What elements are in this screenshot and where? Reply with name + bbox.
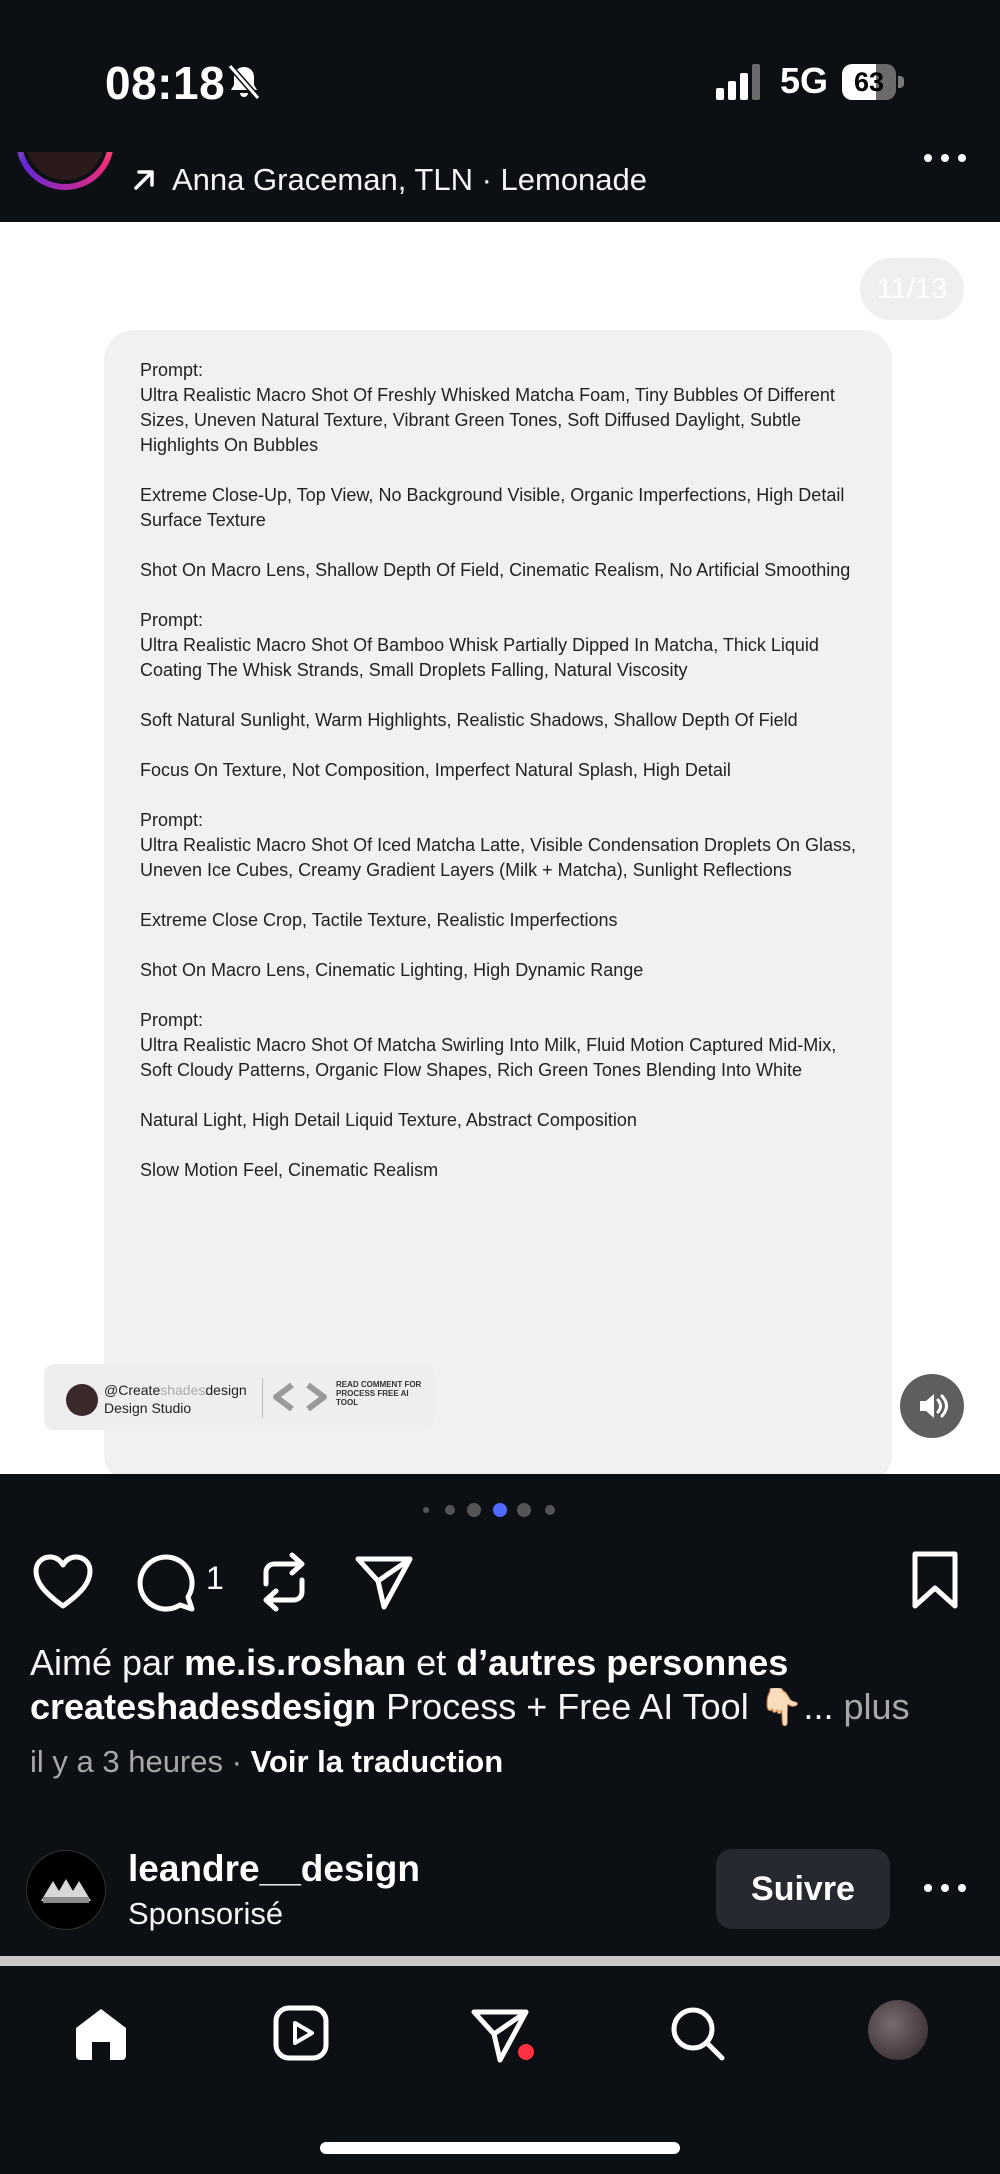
watermark-badge	[44, 1364, 434, 1430]
likes-summary[interactable]	[30, 1642, 788, 1684]
more-options-icon[interactable]	[920, 152, 970, 162]
sponsored-label: Sponsorisé	[128, 1896, 284, 1931]
home-icon[interactable]	[72, 2006, 130, 2062]
post-media[interactable]	[0, 222, 1000, 1474]
sponsor-logo-icon	[27, 1851, 105, 1929]
carousel-dot	[545, 1505, 555, 1515]
liked-mid: et	[406, 1642, 457, 1683]
caption-username[interactable]: createshadesdesign	[30, 1686, 377, 1727]
battery-indicator	[842, 64, 906, 100]
signal-icon	[716, 64, 764, 100]
prompt-paragraph: Slow Motion Feel, Cinematic Realism	[140, 1160, 439, 1180]
liked-others[interactable]: d’autres personnes	[456, 1642, 789, 1683]
post-caption	[30, 1686, 910, 1728]
caption-text: Process + Free AI Tool 👇🏻...	[376, 1686, 844, 1727]
carousel-dot-active	[493, 1503, 507, 1517]
carousel-dot	[423, 1507, 429, 1513]
arrow-up-right-icon	[130, 166, 158, 194]
post-author-avatar[interactable]	[16, 152, 114, 190]
prompt-paragraph: Prompt: Ultra Realistic Macro Shot Of Matcha Swirling Into Milk, Fluid Motion Captured Mid-Mix, Soft Cloudy Patterns, Organic Flow Shapes, Rich Green Tones Blending Into White	[140, 1010, 837, 1080]
prompt-text	[140, 358, 860, 1183]
watermark-handle-a: @Create	[104, 1382, 161, 1398]
prompt-card	[104, 330, 892, 1474]
search-icon[interactable]	[668, 2004, 728, 2064]
feed-divider	[0, 1956, 1000, 1966]
post-meta	[30, 1744, 503, 1780]
watermark-handle-c: design	[205, 1382, 247, 1398]
liked-user[interactable]: me.is.roshan	[184, 1642, 407, 1683]
prompt-paragraph: Prompt: Ultra Realistic Macro Shot Of Iced Matcha Latte, Visible Condensation Droplets On Glass, Uneven Ice Cubes, Creamy Gradient Layers (Milk + Matcha), Sunlight Reflections	[140, 810, 856, 880]
prompt-paragraph: Prompt: Ultra Realistic Macro Shot Of Bamboo Whisk Partially Dipped In Matcha, Thick Liquid Coating The Whisk Strands, Small Droplets Falling, Natural Viscosity	[140, 610, 819, 680]
network-label: 5G	[780, 60, 829, 101]
meta-separator: ·	[223, 1744, 251, 1779]
direct-icon[interactable]	[470, 2006, 536, 2064]
carousel-dot	[445, 1505, 455, 1515]
prompt-paragraph: Shot On Macro Lens, Shallow Depth Of Field, Cinematic Realism, No Artificial Smoothing	[140, 560, 851, 580]
status-time: 08:18	[105, 57, 226, 109]
watermark-divider	[262, 1378, 263, 1418]
prompt-paragraph: Extreme Close Crop, Tactile Texture, Realistic Imperfections	[140, 910, 618, 930]
battery-percent: 63	[853, 67, 885, 97]
battery-body	[842, 64, 896, 100]
prompt-paragraph: Focus On Texture, Not Composition, Imperfect Natural Splash, High Detail	[140, 760, 731, 780]
liked-prefix: Aimé par	[30, 1642, 185, 1683]
home-indicator	[320, 2142, 680, 2154]
sponsor-username[interactable]: leandre__design	[128, 1848, 421, 1889]
translate-link[interactable]: Voir la traduction	[250, 1744, 504, 1779]
comment-count[interactable]: 1	[206, 1560, 224, 1596]
prompt-paragraph: Prompt: Ultra Realistic Macro Shot Of Freshly Whisked Matcha Foam, Tiny Bubbles Of Different Sizes, Uneven Natural Texture, Vibrant Green Tones, Soft Diffused Daylight, Subtle Highlights On Bubbles	[140, 360, 835, 455]
prompt-paragraph: Natural Light, High Detail Liquid Texture, Abstract Composition	[140, 1110, 637, 1130]
watermark-cta: READ COMMENT FOR PROCESS FREE AI TOOL	[336, 1380, 422, 1407]
reels-icon[interactable]	[272, 2004, 330, 2062]
status-bar	[0, 0, 1000, 152]
watermark-studio: Design Studio	[104, 1400, 192, 1416]
slide-counter: 11/13	[860, 258, 964, 320]
send-icon[interactable]	[354, 1553, 414, 1611]
code-brackets-icon	[272, 1382, 328, 1412]
battery-cap	[898, 76, 904, 88]
bottom-tab-bar	[0, 1966, 1000, 2174]
follow-button[interactable]: Suivre	[716, 1849, 890, 1929]
avatar-photo	[22, 152, 108, 184]
post-time: il y a 3 heures	[30, 1744, 223, 1779]
bookmark-icon[interactable]	[910, 1550, 960, 1610]
speaker-icon	[900, 1374, 964, 1438]
prompt-paragraph: Extreme Close-Up, Top View, No Background Visible, Organic Imperfections, High Detail Surface Texture	[140, 485, 845, 530]
prompt-paragraph: Shot On Macro Lens, Cinematic Lighting, High Dynamic Range	[140, 960, 644, 980]
more-options-icon[interactable]	[922, 1878, 968, 1898]
prompt-paragraph: Soft Natural Sunlight, Warm Highlights, Realistic Shadows, Shallow Depth Of Field	[140, 710, 798, 730]
post-music-label[interactable]: Anna Graceman, TLN · Lemonade	[172, 162, 648, 197]
post-header	[0, 152, 1000, 222]
carousel-dots	[0, 1500, 1000, 1520]
watermark-handle	[104, 1382, 247, 1398]
heart-icon[interactable]	[32, 1553, 94, 1611]
comment-icon[interactable]	[136, 1553, 196, 1613]
carousel-dot	[467, 1503, 481, 1517]
bell-slash-icon	[224, 62, 264, 102]
caption-more-link[interactable]: plus	[843, 1686, 910, 1727]
profile-avatar[interactable]	[868, 2000, 928, 2060]
repost-icon[interactable]	[256, 1550, 312, 1614]
sound-toggle-button[interactable]	[900, 1374, 964, 1438]
carousel-dot	[517, 1503, 531, 1517]
watermark-avatar	[66, 1384, 98, 1416]
watermark-handle-b: shades	[160, 1382, 206, 1398]
sponsor-avatar[interactable]	[26, 1850, 106, 1930]
